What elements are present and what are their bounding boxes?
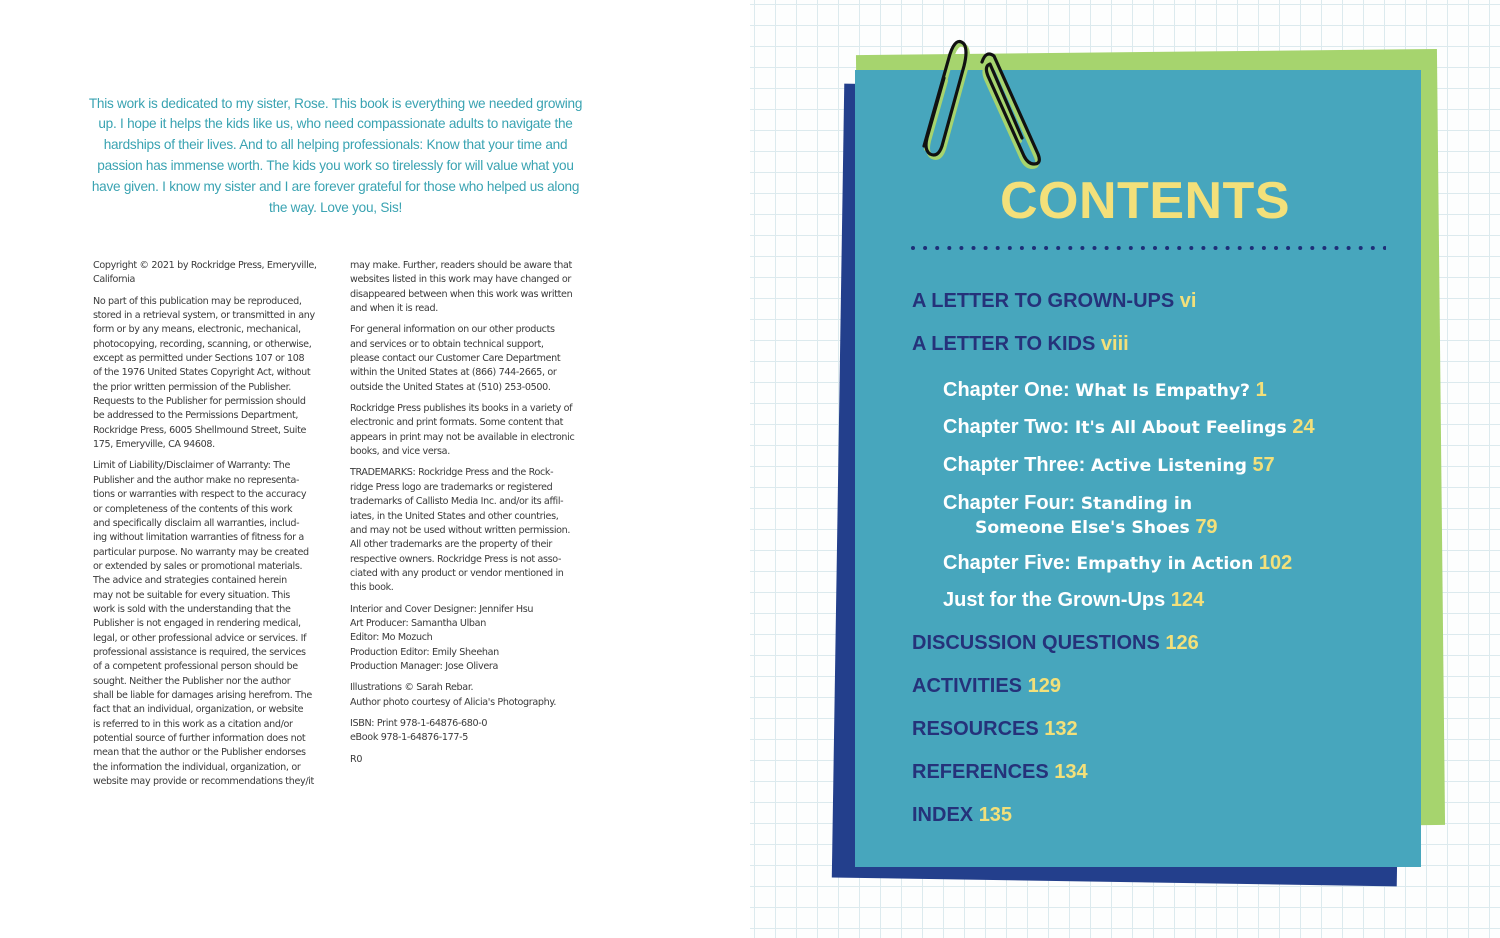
divider-dot: [1359, 246, 1363, 250]
toc-entry-label: Chapter Four:: [943, 492, 1076, 514]
copyright-paragraph: Illustrations © Sarah Rebar. Author photo courtesy of Alicia's Photography.: [350, 682, 557, 708]
divider-dot: [1286, 246, 1290, 250]
toc-page-number: viii: [1100, 333, 1129, 355]
divider-dot: [1165, 246, 1169, 250]
copyright-paragraph: R0: [350, 753, 363, 765]
toc-entry-label: A LETTER TO KIDS: [912, 333, 1096, 355]
divider-dot: [1322, 246, 1326, 250]
paperclip-icon: [912, 34, 1047, 169]
copyright-paragraph: Limit of Liability/Disclaimer of Warranty: The Publisher and the author make no representa- tions or warranties with respect to the accuracy or completeness of the contents of this work and specifically disclaim all warranties, includ- ing without limitation warranties of fitness for a particular purpose. No warranty may be created or extended by sales or promotional materials. The advice and strategies contained herein may not be suitable for every situation. This work is sold with the understanding that the Publisher is not engaged in rendering medical, legal, or other professional advice or services. If professional assistance is required, the services of a competent professional person should be sought. Neither the Publisher nor the author shall be liable for damages arising herefrom. The fact that an individual, organization, or website is referred to in this work as a citation and/or potential source of further information does not mean that the author or the Publisher endorses the information the individual, organization, or website may provide or recommendations they/it: [93, 460, 314, 788]
toc-entry-subtitle: It's All About Feelings: [1074, 418, 1287, 438]
toc-page-number: 134: [1054, 761, 1088, 783]
toc-entry-letter-kids[interactable]: [912, 332, 1129, 356]
toc-entry-index[interactable]: [912, 803, 1012, 827]
divider-dot: [1008, 246, 1012, 250]
divider-dot: [1044, 246, 1048, 250]
copyright-paragraph: TRADEMARKS: Rockridge Press and the Rock- ridge Press logo are trademarks or registered trademarks of Callisto Media Inc. and/or its affil- iates, in the United States and other countries, and may not be used without written permission. All other trademarks are the property of their respective owners. Rockridge Press is not asso- ciated with any product or vendor mentioned in this book.: [350, 467, 571, 594]
divider-dot: [1105, 246, 1109, 250]
copyright-paragraph: may make. Further, readers should be aware that websites listed in this work may have changed or disappeared between when this work was written and when it is read.: [350, 260, 573, 315]
divider-dot: [1129, 246, 1133, 250]
dotted-divider: [908, 244, 1386, 252]
toc-entry-chapter-three[interactable]: [943, 454, 1275, 478]
toc-entry-discussion-questions[interactable]: [912, 631, 1199, 655]
toc-entry-subtitle: Empathy in Action: [1076, 554, 1254, 574]
toc-entry-label: DISCUSSION QUESTIONS: [912, 632, 1160, 654]
toc-entry-chapter-four[interactable]: [943, 492, 1218, 540]
divider-dot: [1056, 246, 1060, 250]
divider-dot: [935, 246, 939, 250]
divider-dot: [1117, 246, 1121, 250]
copyright-paragraph: No part of this publication may be reproduced, stored in a retrieval system, or transmitted in any form or by any means, electronic, mechanical, photocopying, recording, scanning, or otherwise, except as permitted under Sections 107 or 108 of the 1976 United States Copyright Act, without the prior written permission of the Publisher. Requests to the Publisher for permission should be addressed to the Permissions Department, Rockridge Press, 6005 Shellmound Street, Suite 175, Emeryville, CA 94608.: [93, 295, 315, 451]
toc-entry-subtitle: Active Listening: [1090, 456, 1247, 476]
divider-dot: [1238, 246, 1242, 250]
toc-entry-resources[interactable]: [912, 717, 1078, 741]
divider-dot: [1080, 246, 1084, 250]
toc-entry-label: INDEX: [912, 804, 974, 826]
divider-dot: [1153, 246, 1157, 250]
divider-dot: [984, 246, 988, 250]
toc-entry-subtitle: What Is Empathy?: [1075, 381, 1251, 401]
toc-entry-label: REFERENCES: [912, 761, 1049, 783]
toc-page-number: vi: [1179, 290, 1197, 312]
divider-dot: [1032, 246, 1036, 250]
divider-dot: [911, 246, 915, 250]
divider-dot: [1141, 246, 1145, 250]
toc-page-number: 57: [1252, 454, 1275, 476]
toc-page-number: 102: [1258, 552, 1293, 574]
divider-dot: [972, 246, 976, 250]
toc-entry-chapter-two[interactable]: [943, 416, 1315, 440]
toc-entry-label: Chapter Three:: [943, 454, 1086, 476]
divider-dot: [1383, 246, 1386, 250]
divider-dot: [923, 246, 927, 250]
toc-entry-letter-grown-ups[interactable]: [912, 289, 1196, 313]
toc-entry-grown-ups[interactable]: [943, 589, 1204, 612]
toc-entry-label: RESOURCES: [912, 718, 1039, 740]
copyright-paragraph: Copyright © 2021 by Rockridge Press, Emeryville, California: [93, 260, 317, 286]
divider-dot: [1262, 246, 1266, 250]
toc-entry-chapter-one[interactable]: [943, 379, 1267, 403]
copyright-paragraph: Interior and Cover Designer: Jennifer Hsu Art Producer: Samantha Ulban Editor: Mo Mozuch Production Editor: Emily Sheehan Production Manager: Jose Olivera: [350, 603, 534, 672]
divider-dot: [1347, 246, 1351, 250]
divider-dot: [1274, 246, 1278, 250]
copyright-column-2: [350, 259, 582, 774]
divider-dot: [1177, 246, 1181, 250]
toc-page-number: 132: [1044, 718, 1078, 740]
toc-entry-label: Chapter One:: [943, 379, 1070, 401]
toc-entry-label: Chapter Five:: [943, 552, 1071, 574]
divider-dot: [1020, 246, 1024, 250]
copyright-paragraph: Rockridge Press publishes its books in a variety of electronic and print formats. Some content that appears in print may not be available in electronic books, and vice versa.: [350, 403, 575, 458]
toc-entry-label: Chapter Two:: [943, 416, 1070, 438]
toc-page-number: 24: [1292, 416, 1315, 438]
dedication-text: This work is dedicated to my sister, Rose. This book is everything we needed growing up. I hope it helps the kids like us, who need compassionate adults to navigate the hardships of their lives. And to all helping professionals: Know that your time and passion has immense worth. The kids you work so tirelessly for will value what you have given. I know my sister and I are forever grateful for those who helped us along the way. Love you, Sis!: [88, 95, 583, 215]
toc-entry-activities[interactable]: [912, 674, 1061, 698]
toc-page-number: 126: [1165, 632, 1199, 654]
divider-dot: [1068, 246, 1072, 250]
toc-entry-subtitle: Someone Else's Shoes: [975, 518, 1190, 538]
toc-page-number: 129: [1027, 675, 1061, 697]
toc-entry-subtitle: Standing in: [1080, 494, 1193, 514]
divider-dot: [947, 246, 951, 250]
toc-entry-references[interactable]: [912, 760, 1088, 784]
divider-dot: [1335, 246, 1339, 250]
toc-page-number: 1: [1255, 379, 1267, 401]
copyright-paragraph: ISBN: Print 978-1-64876-680-0 eBook 978-1-64876-177-5: [350, 717, 488, 744]
divider-dot: [1189, 246, 1193, 250]
divider-dot: [1250, 246, 1254, 250]
divider-dot: [959, 246, 963, 250]
toc-page-number: 124: [1170, 589, 1205, 611]
divider-dot: [1371, 246, 1375, 250]
divider-dot: [1214, 246, 1218, 250]
divider-dot: [1310, 246, 1314, 250]
copyright-column-1: [93, 259, 325, 796]
divider-dot: [1093, 246, 1097, 250]
toc-entry-chapter-five[interactable]: [943, 552, 1292, 576]
toc-entry-label: ACTIVITIES: [912, 675, 1023, 697]
toc-entry-label: Just for the Grown-Ups: [943, 589, 1166, 611]
toc-entry-label: A LETTER TO GROWN-UPS: [912, 290, 1175, 312]
copyright-paragraph: For general information on our other products and services or to obtain technical support, please contact our Customer Care Department within the United States at (866) 744-2665, or outside the United States at (510) 253-0500.: [350, 324, 561, 393]
divider-dot: [1226, 246, 1230, 250]
divider-dot: [996, 246, 1000, 250]
divider-dot: [1298, 246, 1302, 250]
toc-page-number: 135: [978, 804, 1013, 826]
divider-dot: [1201, 246, 1205, 250]
toc-page-number: 79: [1195, 516, 1218, 538]
toc-title: CONTENTS: [1000, 172, 1290, 230]
